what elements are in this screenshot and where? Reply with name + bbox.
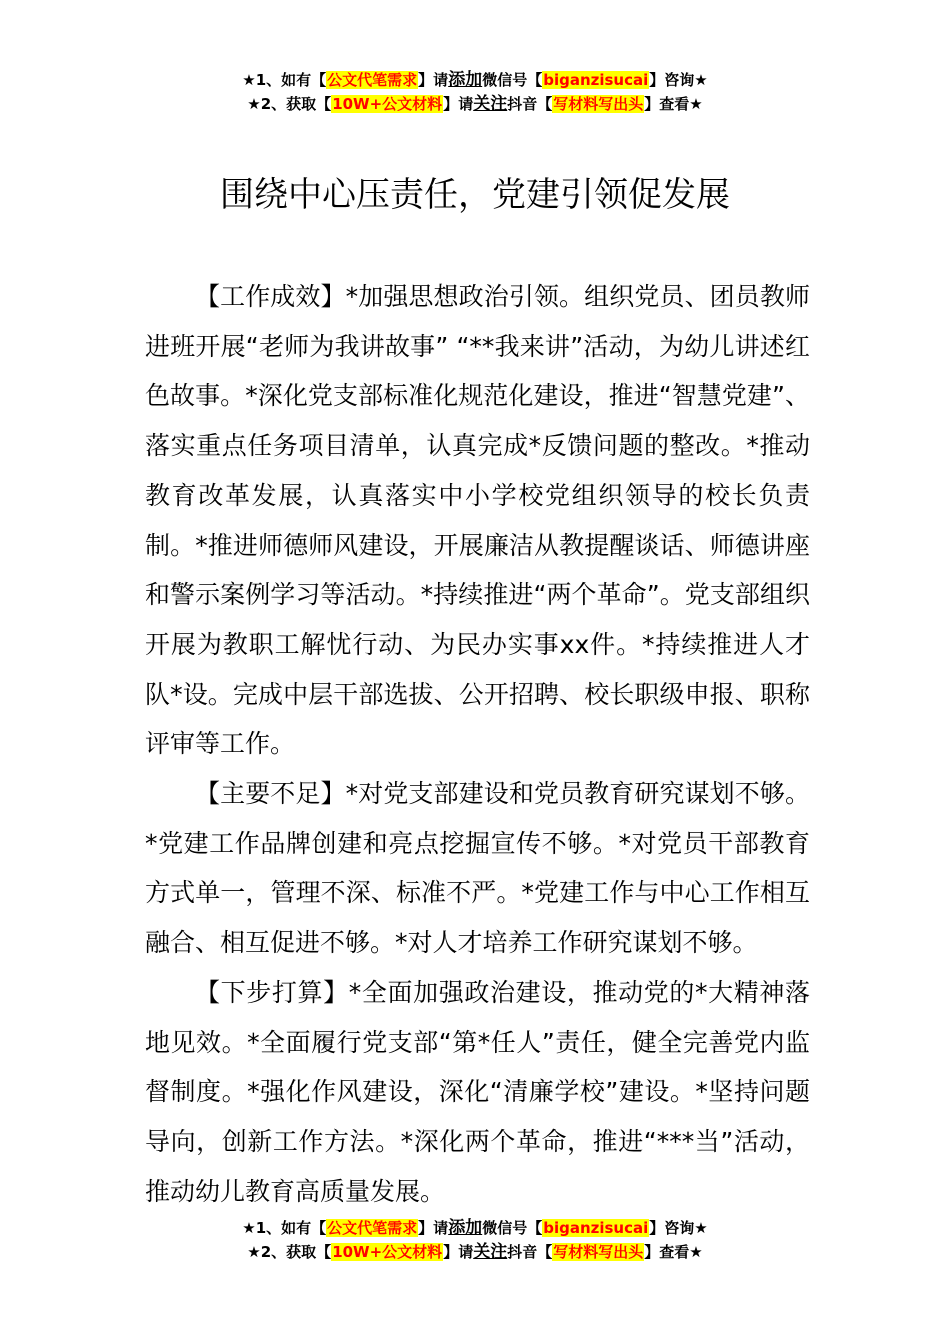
promo-line-2 (0, 92, 950, 116)
promo-line-2 (0, 1240, 950, 1264)
promo-line-1 (0, 68, 950, 92)
promo-text: 微信号【 (482, 71, 543, 89)
promo-highlight: 公文代笔需求 (327, 1219, 418, 1237)
document-title: 围绕中心压责任，党建引领促发展 (220, 175, 730, 215)
promo-emphasis: 关注 (473, 94, 508, 114)
promo-text: 抖音【 (507, 95, 553, 113)
footer-promo (0, 1216, 950, 1264)
paragraph-shortcomings: 【主要不足】*对党支部建设和党员教育研究谋划不够。*党建工作品牌创建和亮点挖掘宣传不够。*对党员干部教育方式单一，管理不深、标准不严。*党建工作与中心工作相互融合、相互促进不够。*对人才培养工作研究谋划不够。 (145, 779, 810, 958)
promo-text: ★1、如有【 (242, 1219, 327, 1237)
promo-text: 】咨询★ (649, 71, 708, 89)
promo-wechat-id: biganzisucai (543, 1219, 649, 1237)
header-promo (0, 68, 950, 116)
promo-line-1 (0, 1216, 950, 1240)
promo-text: 】咨询★ (649, 1219, 708, 1237)
promo-text: ★1、如有【 (242, 71, 327, 89)
promo-text: 微信号【 (482, 1219, 543, 1237)
promo-text: 】请 (418, 1219, 449, 1237)
promo-emphasis: 添加 (448, 70, 483, 90)
promo-text: 】查看★ (644, 95, 703, 113)
promo-text: ★2、获取【 (247, 95, 332, 113)
promo-text: 抖音【 (507, 1243, 553, 1261)
promo-text: 】请 (443, 95, 474, 113)
document-body (145, 272, 810, 1216)
promo-highlight: 10W+公文材料 (332, 1243, 443, 1261)
promo-emphasis: 关注 (473, 1242, 508, 1262)
promo-highlight: 公文代笔需求 (327, 71, 418, 89)
promo-wechat-id: biganzisucai (543, 71, 649, 89)
promo-text: 】查看★ (644, 1243, 703, 1261)
promo-highlight: 10W+公文材料 (332, 95, 443, 113)
promo-douyin-id: 写材料写出头 (553, 95, 644, 113)
paragraph-achievements: 【工作成效】*加强思想政治引领。组织党员、团员教师进班开展“老师为我讲故事” “**我来讲”活动，为幼儿讲述红色故事。*深化党支部标准化规范化建设，推进“智慧党建”、落实重点任务项目清单，认真完成*反馈问题的整改。*推动教育改革发展，认真落实中小学校党组织领导的校长负责制。*推进师德师风建设，开展廉洁从教提醒谈话、师德讲座和警示案例学习等活动。*持续推进“两个革命”。党支部组织开展为教职工解忧行动、为民办实事xx件。*持续推进人才队*设。完成中层干部选拔、公开招聘、校长职级申报、职称评审等工作。 (145, 282, 810, 759)
promo-text: ★2、获取【 (247, 1243, 332, 1261)
promo-text: 】请 (418, 71, 449, 89)
promo-text: 】请 (443, 1243, 474, 1261)
paragraph-next-steps: 【下步打算】*全面加强政治建设，推动党的*大精神落地见效。*全面履行党支部“第*任人”责任，健全完善党内监督制度。*强化作风建设，深化“清廉学校”建设。*坚持问题导向，创新工作方法。*深化两个革命，推进“***当”活动，推动幼儿教育高质量发展。 (145, 977, 810, 1206)
promo-douyin-id: 写材料写出头 (553, 1243, 644, 1261)
promo-emphasis: 添加 (448, 1218, 483, 1238)
